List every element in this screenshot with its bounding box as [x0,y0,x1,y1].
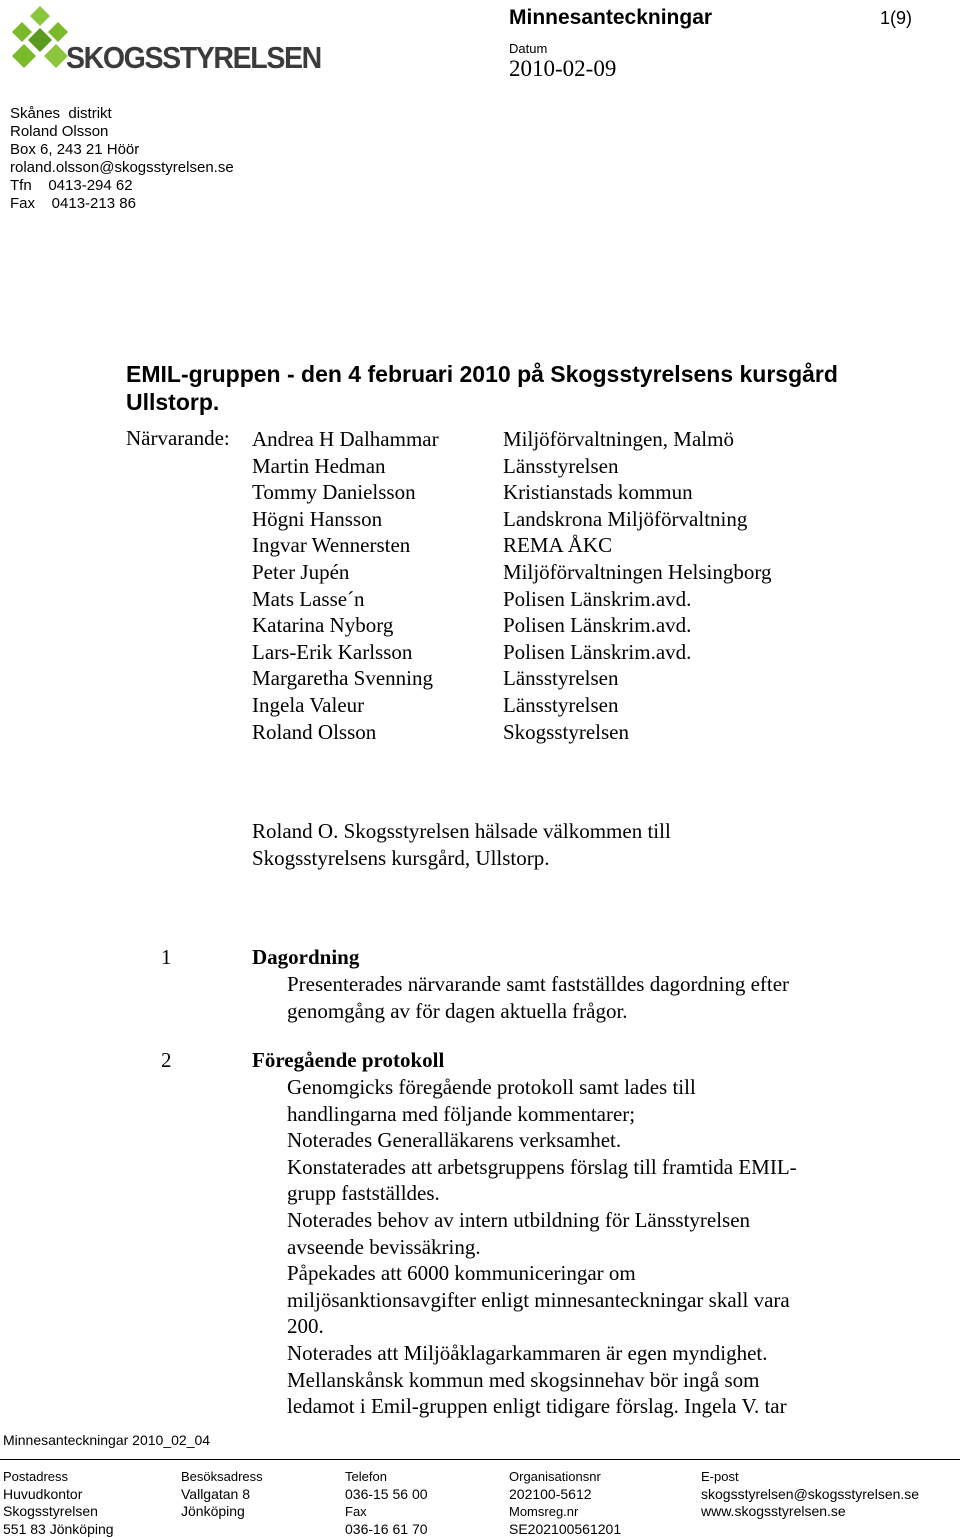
item-line: Konstaterades att arbetsgruppens förslag till framtida EMIL- [287,1154,797,1179]
footer-value: 202100-5612 [509,1485,592,1502]
footer-label: Organisationsnr [509,1469,601,1484]
footer-value: 551 83 Jönköping [3,1520,114,1537]
footer-divider [0,1459,960,1460]
attendee-org: Länsstyrelsen [503,692,619,717]
date-label: Datum [509,41,548,56]
sender-line: Skånes distrikt [10,105,112,122]
attendee-org: Miljöförvaltningen, Malmö [503,427,734,451]
attendee-name: Roland Olsson [252,719,377,744]
footer-email-link[interactable]: skogsstyrelsen@skogsstyrelsen.se [701,1485,920,1502]
footer-value: Vallgatan 8 [181,1485,251,1502]
footer-document-name: Minnesanteckningar 2010_02_04 [3,1432,211,1448]
item-line: grupp fastställdes. [287,1181,440,1206]
item-line: miljösanktionsavgifter enligt minnesanteckningar skall vara [287,1287,790,1312]
logo [8,6,321,75]
attendee-org: Polisen Länskrim.avd. [503,586,692,611]
logo-text: SKOGSSTYRELSEN [66,40,321,75]
attendee-name: Högni Hansson [252,506,383,531]
footer-label: Telefon [345,1469,387,1484]
item-line: Påpekades att 6000 kommuniceringar om [287,1261,636,1286]
attendee-name: Ingela Valeur [252,692,365,717]
footer-label: Postadress [3,1469,69,1484]
attendee-name: Katarina Nyborg [252,613,394,638]
footer-postal-address [3,1468,114,1538]
footer-label: Besöksadress [181,1469,263,1484]
sender-fax: Fax 0413-213 86 [10,195,136,212]
attendee-name: Lars-Erik Karlsson [252,639,413,664]
sender-line: Box 6, 243 21 Höör [10,141,140,158]
attendee-organizations [503,426,772,745]
item-line: Mellanskånsk kommun med skogsinnehav bör ingå som [287,1367,760,1392]
welcome-text: Roland O. Skogsstyrelsen hälsade välkommen till Skogsstyrelsens kursgård, Ullstorp. [252,819,671,870]
attendee-name: Andrea H Dalhammar [252,427,439,451]
item-line: avseende bevissäkring. [287,1234,481,1259]
document-type: Minnesanteckningar [509,6,713,29]
footer-org-number [509,1468,621,1538]
attendee-org: REMA ÅKC [503,533,613,558]
attendee-name: Martin Hedman [252,453,386,478]
attendee-name: Tommy Danielsson [252,480,416,505]
attendee-org: Länsstyrelsen [503,453,619,478]
attendee-name: Mats Lasse´n [252,586,365,611]
footer-label: E-post [701,1469,739,1484]
item-body [287,971,857,1024]
footer-label: Fax [345,1504,367,1519]
item-line: Noterades Generalläkarens verksamhet. [287,1128,622,1153]
attendees-label: Närvarande: [126,426,230,450]
footer-phone [345,1468,428,1538]
footer-value: Skogsstyrelsen [3,1503,98,1519]
item-line: genomgång av för dagen aktuella frågor. [287,998,628,1023]
sender-block [10,105,234,213]
attendee-org: Landskrona Miljöförvaltning [503,506,748,531]
attendee-org: Polisen Länskrim.avd. [503,639,692,664]
document-title: EMIL-gruppen - den 4 februari 2010 på Skogsstyrelsens kursgård Ullstorp. [126,361,838,415]
footer-value: Huvudkontor [3,1485,83,1502]
sender-email: roland.olsson@skogsstyrelsen.se [10,159,234,176]
date-value: 2010-02-09 [509,56,617,81]
item-line: Noterades behov av intern utbildning för Länsstyrelsen [287,1207,751,1232]
attendee-name: Peter Jupén [252,559,350,584]
item-number: 1 [161,945,172,969]
item-line: handlingarna med följande kommentarer; [287,1101,636,1126]
item-body [287,1074,857,1420]
attendee-name: Margaretha Svenning [252,666,433,691]
item-line: Presenterades närvarande samt fastställdes dagordning efter [287,972,790,996]
item-line: Noterades att Miljöåklagarkammaren är egen myndighet. [287,1340,768,1365]
footer-label: Momsreg.nr [509,1504,579,1519]
logo-mark-icon [8,6,72,70]
sender-phone: Tfn 0413-294 62 [10,177,133,194]
attendee-name: Ingvar Wennersten [252,533,411,558]
attendee-org: Länsstyrelsen [503,666,619,691]
footer-visit-address [181,1468,263,1521]
attendee-org: Polisen Länskrim.avd. [503,613,692,638]
page-number: 1(9) [880,8,913,28]
item-heading: Dagordning [252,945,360,969]
item-line: ledamot i Emil-gruppen enligt tidigare förslag. Ingela V. tar [287,1394,787,1419]
item-line: 200. [287,1314,324,1339]
footer-email [701,1468,919,1521]
attendee-org: Miljöförvaltningen Helsingborg [503,559,772,584]
item-heading: Föregående protokoll [252,1048,445,1072]
footer-value: 036-16 61 70 [345,1520,428,1537]
attendee-org: Skogsstyrelsen [503,719,629,744]
footer-value: 036-15 56 00 [345,1485,428,1502]
footer-website-link[interactable]: www.skogsstyrelsen.se [701,1503,846,1519]
sender-line: Roland Olsson [10,123,109,140]
attendee-names [252,426,439,745]
footer-value: Jönköping [181,1503,245,1519]
footer-value: SE202100561201 [509,1520,622,1537]
attendee-org: Kristianstads kommun [503,480,693,505]
item-line: Genomgicks föregående protokoll samt lades till [287,1075,696,1099]
item-number: 2 [161,1048,172,1072]
